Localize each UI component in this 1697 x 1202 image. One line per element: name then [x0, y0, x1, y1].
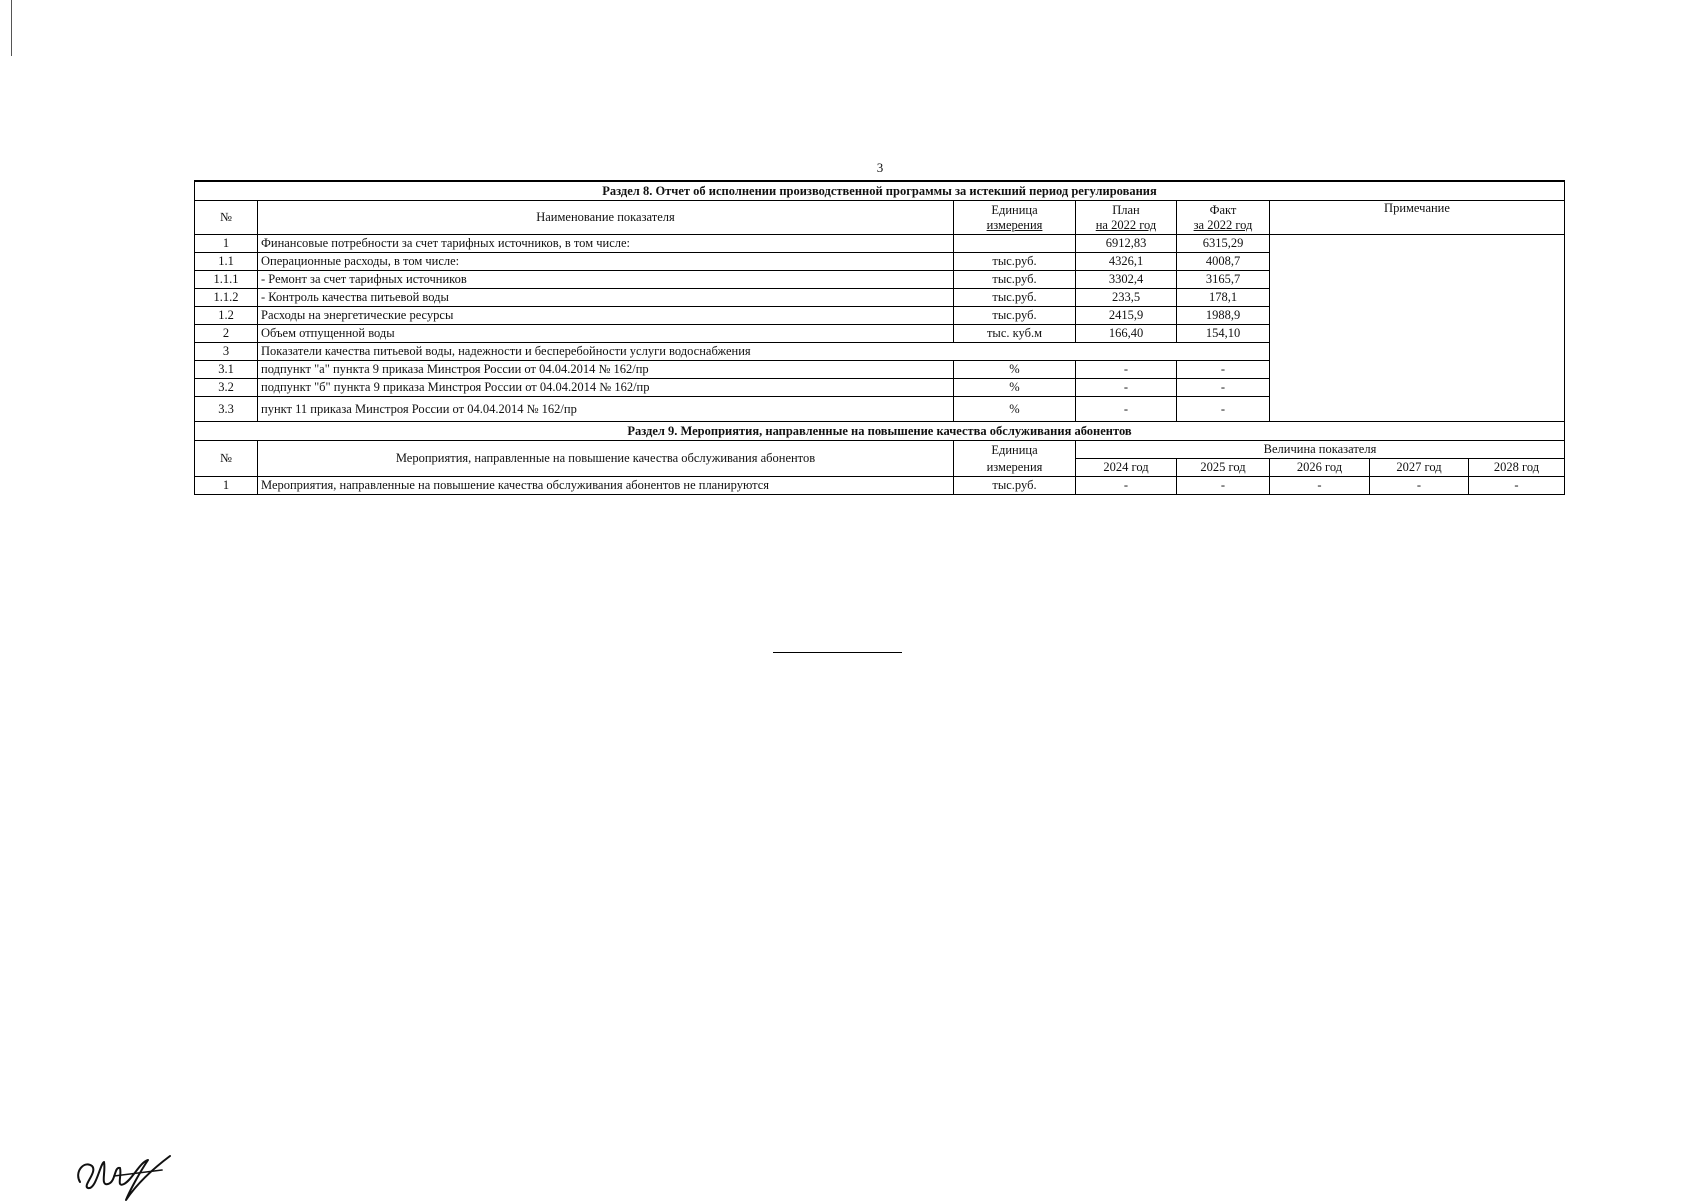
row-plan: 2415,9	[1076, 307, 1177, 325]
section8-title: Раздел 8. Отчет об исполнении производственной программы за истекший период регулирования	[195, 181, 1565, 201]
s9-header-num: №	[195, 441, 258, 477]
s9-header-year: 2025 год	[1177, 459, 1270, 477]
row-unit: тыс.руб.	[954, 289, 1076, 307]
row-unit: тыс.руб.	[954, 271, 1076, 289]
row-unit: тыс. куб.м	[954, 325, 1076, 343]
row-name: Объем отпущенной воды	[258, 325, 954, 343]
row-fact: 4008,7	[1177, 253, 1270, 271]
row-unit: тыс.руб.	[954, 477, 1076, 495]
row-num: 1.2	[195, 307, 258, 325]
note-cell	[1270, 235, 1565, 422]
row-value-2028: -	[1469, 477, 1565, 495]
row-plan: 3302,4	[1076, 271, 1177, 289]
page-number: 3	[876, 160, 884, 175]
row-num: 1	[195, 477, 258, 495]
row-fact: -	[1177, 361, 1270, 379]
row-name: Операционные расходы, в том числе:	[258, 253, 954, 271]
row-name: - Ремонт за счет тарифных источников	[258, 271, 954, 289]
table-row	[195, 477, 1565, 495]
row-name: - Контроль качества питьевой воды	[258, 289, 954, 307]
row-plan: 233,5	[1076, 289, 1177, 307]
row-num: 1.1.2	[195, 289, 258, 307]
row-num: 1.1.1	[195, 271, 258, 289]
s9-header-year: 2026 год	[1270, 459, 1370, 477]
row-value-2026: -	[1270, 477, 1370, 495]
row-fact: -	[1177, 379, 1270, 397]
s8-header-name: Наименование показателя	[258, 201, 954, 235]
row-plan: 166,40	[1076, 325, 1177, 343]
row-fact: 154,10	[1177, 325, 1270, 343]
row-num: 3.2	[195, 379, 258, 397]
row-fact: 178,1	[1177, 289, 1270, 307]
row-num: 1	[195, 235, 258, 253]
row-value-2024: -	[1076, 477, 1177, 495]
s8-header-plan: План на 2022 год	[1076, 201, 1177, 235]
row-num: 1.1	[195, 253, 258, 271]
row-name: пункт 11 приказа Минстроя России от 04.04.2014 № 162/пр	[258, 397, 954, 422]
row-name: Расходы на энергетические ресурсы	[258, 307, 954, 325]
scan-edge-line	[11, 0, 12, 56]
row-plan: -	[1076, 361, 1177, 379]
table-row	[195, 235, 1565, 253]
row-plan: 6912,83	[1076, 235, 1177, 253]
s8-header-unit: Единица измерения	[954, 201, 1076, 235]
s9-header-year: 2028 год	[1469, 459, 1565, 477]
row-plan: -	[1076, 397, 1177, 422]
s9-header-unit-line1: Единица	[954, 441, 1076, 459]
row-name: Финансовые потребности за счет тарифных источников, в том числе:	[258, 235, 954, 253]
s8-header-num: №	[195, 201, 258, 235]
s9-header-unit-line2: измерения	[954, 459, 1076, 477]
row-name: Мероприятия, направленные на повышение качества обслуживания абонентов не планируются	[258, 477, 954, 495]
row-fact: 3165,7	[1177, 271, 1270, 289]
row-num: 2	[195, 325, 258, 343]
row-unit: %	[954, 361, 1076, 379]
row-fact: 1988,9	[1177, 307, 1270, 325]
row-num: 3.3	[195, 397, 258, 422]
row-plan: -	[1076, 379, 1177, 397]
end-rule	[773, 652, 902, 653]
row-unit: тыс.руб.	[954, 307, 1076, 325]
row-value-2025: -	[1177, 477, 1270, 495]
section9-title: Раздел 9. Мероприятия, направленные на повышение качества обслуживания абонентов	[195, 422, 1565, 441]
s9-header-name: Мероприятия, направленные на повышение качества обслуживания абонентов	[258, 441, 954, 477]
row-num: 3	[195, 343, 258, 361]
row-unit: %	[954, 379, 1076, 397]
row-name: подпункт "б" пункта 9 приказа Минстроя России от 04.04.2014 № 162/пр	[258, 379, 954, 397]
row-num: 3.1	[195, 361, 258, 379]
s9-header-year: 2027 год	[1370, 459, 1469, 477]
row-unit	[954, 235, 1076, 253]
row-name: подпункт "а" пункта 9 приказа Минстроя России от 04.04.2014 № 162/пр	[258, 361, 954, 379]
row-name: Показатели качества питьевой воды, надежности и бесперебойности услуги водоснабжения	[258, 343, 1270, 361]
s8-header-fact: Факт за 2022 год	[1177, 201, 1270, 235]
row-unit: тыс.руб.	[954, 253, 1076, 271]
s9-header-year: 2024 год	[1076, 459, 1177, 477]
row-plan: 4326,1	[1076, 253, 1177, 271]
report-table	[194, 180, 1565, 495]
row-fact: 6315,29	[1177, 235, 1270, 253]
row-unit: %	[954, 397, 1076, 422]
row-value-2027: -	[1370, 477, 1469, 495]
row-fact: -	[1177, 397, 1270, 422]
s8-header-note: Примечание	[1270, 201, 1565, 235]
s9-header-value-group: Величина показателя	[1076, 441, 1565, 459]
signature-image	[70, 1142, 190, 1202]
